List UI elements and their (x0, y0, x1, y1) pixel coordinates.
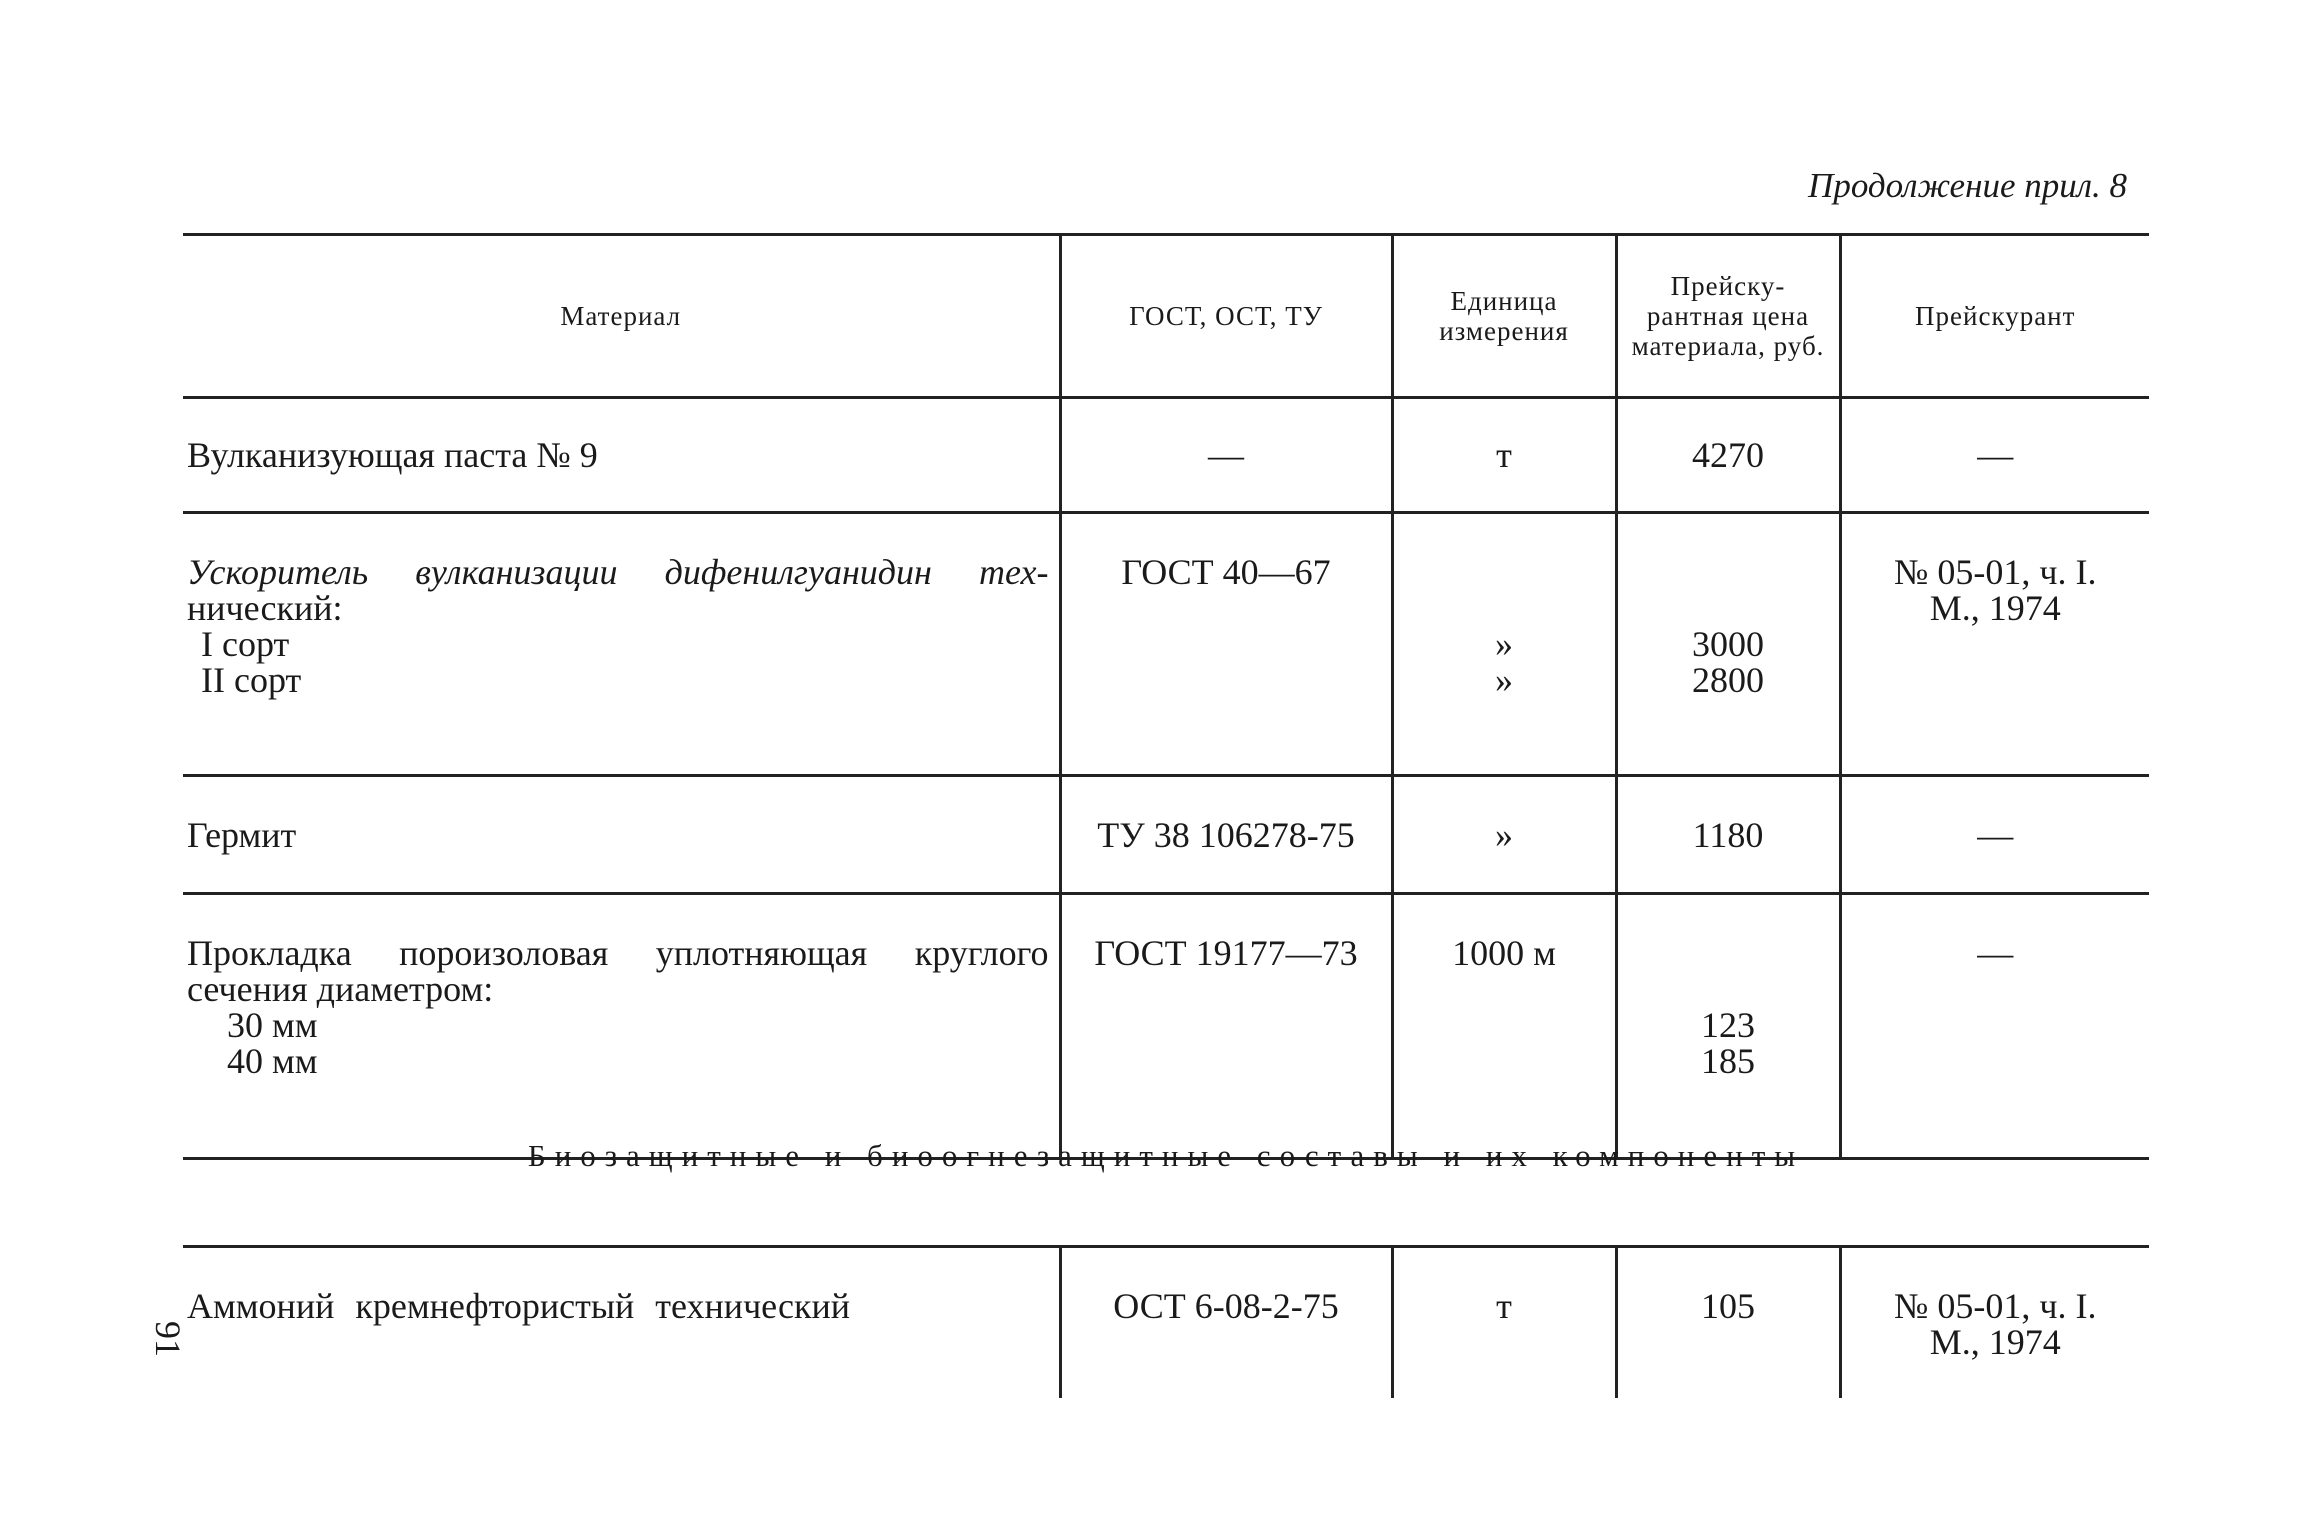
header-material: Материал (183, 235, 1060, 398)
material-title-cont: нический: (187, 588, 343, 628)
grade-1: I сорт (201, 624, 290, 664)
header-price-list: Прейскурант (1840, 235, 2149, 398)
price-2: 185 (1701, 1041, 1755, 1081)
unit-1: » (1495, 624, 1513, 664)
cell-material: Гермит (183, 776, 1060, 894)
size-2: 40 мм (227, 1041, 318, 1081)
cell-price-list: — (1840, 776, 2149, 894)
price-list-1: № 05-01, ч. I. (1894, 552, 2097, 592)
header-unit: Единица измерения (1392, 235, 1616, 398)
cell-standard: ОСТ 6-08-2-75 (1060, 1247, 1392, 1399)
biozashchita-table (183, 1245, 2149, 1398)
price-2: 2800 (1692, 660, 1764, 700)
table-row (183, 1247, 2149, 1399)
cell-unit: 1000 м (1392, 894, 1616, 1159)
cell-price: 1180 (1616, 776, 1840, 894)
cell-price: 105 (1616, 1247, 1840, 1399)
header-standard: ГОСТ, ОСТ, ТУ (1060, 235, 1392, 398)
cell-standard: ТУ 38 106278-75 (1060, 776, 1392, 894)
cell-unit: » (1392, 776, 1616, 894)
cell-standard: ГОСТ 40—67 (1060, 513, 1392, 776)
unit-2: » (1495, 660, 1513, 700)
price-1: 123 (1701, 1005, 1755, 1045)
cell-unit (1392, 513, 1616, 776)
section-title: Биозащитные и биоогнезащитные составы и их компоненты (527, 1138, 1805, 1173)
material-title-cont: сечения диаметром: (187, 969, 494, 1009)
cell-price-list (1840, 513, 2149, 776)
cell-material: Вулканизующая паста № 9 (183, 398, 1060, 513)
cell-material: Аммоний кремнефтористый технический (187, 1286, 851, 1326)
cell-standard: — (1060, 398, 1392, 513)
price-list-2: М., 1974 (1929, 1322, 2061, 1362)
cell-standard: ГОСТ 19177—73 (1060, 894, 1392, 1159)
table-row (183, 894, 2149, 1159)
grade-2: II сорт (201, 660, 302, 700)
cell-price-list: — (1840, 894, 2149, 1159)
cell-material (183, 894, 1060, 1159)
price-list-2: М., 1974 (1929, 588, 2061, 628)
cell-price-list: — (1840, 398, 2149, 513)
cell-price (1616, 513, 1840, 776)
table-row (183, 513, 2149, 776)
cell-unit: т (1392, 398, 1616, 513)
material-title: Ускоритель вулканизации дифенилгуанидин тех- (187, 552, 1049, 592)
cell-material (183, 513, 1060, 776)
material-title: Прокладка пороизоловая уплотняющая круглого (187, 933, 1049, 973)
page-number: 91 (148, 1321, 188, 1357)
size-1: 30 мм (227, 1005, 318, 1045)
price-1: 3000 (1692, 624, 1764, 664)
cell-price-list (1840, 1247, 2149, 1399)
table-row (183, 776, 2149, 894)
table-header-row (183, 235, 2149, 398)
header-price: Прейску-рантная цена материала, руб. (1616, 235, 1840, 398)
price-list-1: № 05-01, ч. I. (1894, 1286, 2097, 1326)
materials-table (183, 233, 2149, 1160)
cell-price: 4270 (1616, 398, 1840, 513)
continuation-label: Продолжение прил. 8 (1808, 166, 2127, 205)
table-row (183, 398, 2149, 513)
cell-price (1616, 894, 1840, 1159)
cell-unit: т (1392, 1247, 1616, 1399)
